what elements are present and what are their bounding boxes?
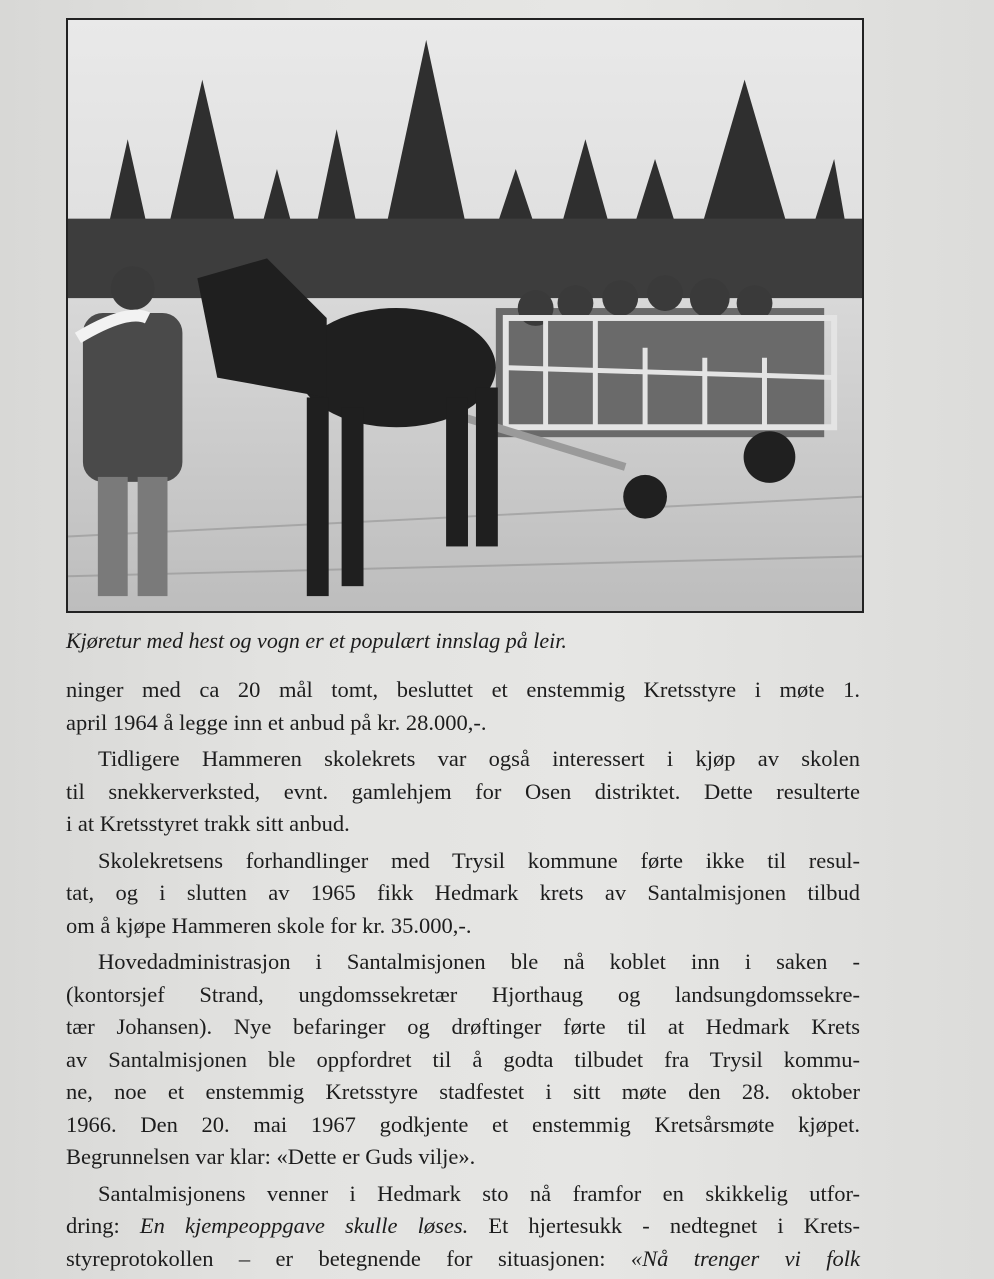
photo-horse-wagon-icon (68, 20, 862, 611)
text-run: dring: (66, 1213, 140, 1238)
emphasis-text: «Nå trenger vi folk (630, 1245, 861, 1271)
text-line: ne, noe et enstemmig Kretsstyre stadfestet i sitt møte den 28. oktober (66, 1079, 860, 1104)
photo-caption: Kjøretur med hest og vogn er et populært innslag på leir. (66, 628, 567, 653)
text-line: ninger med ca 20 mål tomt, besluttet et enstemmig Kretsstyre i møte 1. (66, 677, 860, 702)
text-line: om å kjøpe Hammeren skole for kr. 35.000,-. (66, 912, 472, 938)
text-line (66, 1210, 860, 1243)
text-line: Tidligere Hammeren skolekrets var også interessert i kjøp av skolen (98, 746, 860, 771)
text-line: Santalmisjonens venner i Hedmark sto nå framfor en skikkelig utfor- (98, 1180, 860, 1206)
text-line: Hovedadministrasjon i Santalmisjonen ble nå koblet inn i saken - (98, 949, 860, 974)
text-line: (kontorsjef Strand, ungdomssekretær Hjorthaug og landsungdomssekre- (66, 981, 860, 1007)
text-line: Begrunnelsen var klar: «Dette er Guds vilje». (66, 1144, 476, 1169)
text-line: 1966. Den 20. mai 1967 godkjente et enstemmig Kretsårsmøte kjøpet. (66, 1111, 860, 1137)
text-line: tat, og i slutten av 1965 fikk Hedmark krets av Santalmisjonen tilbud (66, 880, 860, 905)
text-line: tær Johansen). Nye befaringer og drøftinger førte til at Hedmark Krets (66, 1014, 860, 1039)
text-line: til snekkerverksted, evnt. gamlehjem for Osen distriktet. Dette resulterte (66, 778, 860, 804)
text-run: styreprotokollen – er betegnende for situasjonen: (66, 1245, 631, 1271)
text-run: Et hjertesukk - nedtegnet i Krets- (468, 1213, 861, 1238)
body-text (66, 674, 860, 1275)
text-line (66, 1243, 860, 1276)
emphasis-text: En kjempeoppgave skulle løses. (139, 1213, 469, 1238)
text-line: i at Kretsstyret trakk sitt anbud. (66, 811, 350, 836)
text-line: Skolekretsens forhandlinger med Trysil kommune førte ikke til resul- (98, 847, 860, 873)
text-line: av Santalmisjonen ble oppfordret til å godta tilbudet fra Trysil kommu- (66, 1046, 860, 1072)
horse-wagon-photo (66, 18, 864, 613)
text-line: april 1964 å legge inn et anbud på kr. 28.000,-. (66, 709, 487, 735)
